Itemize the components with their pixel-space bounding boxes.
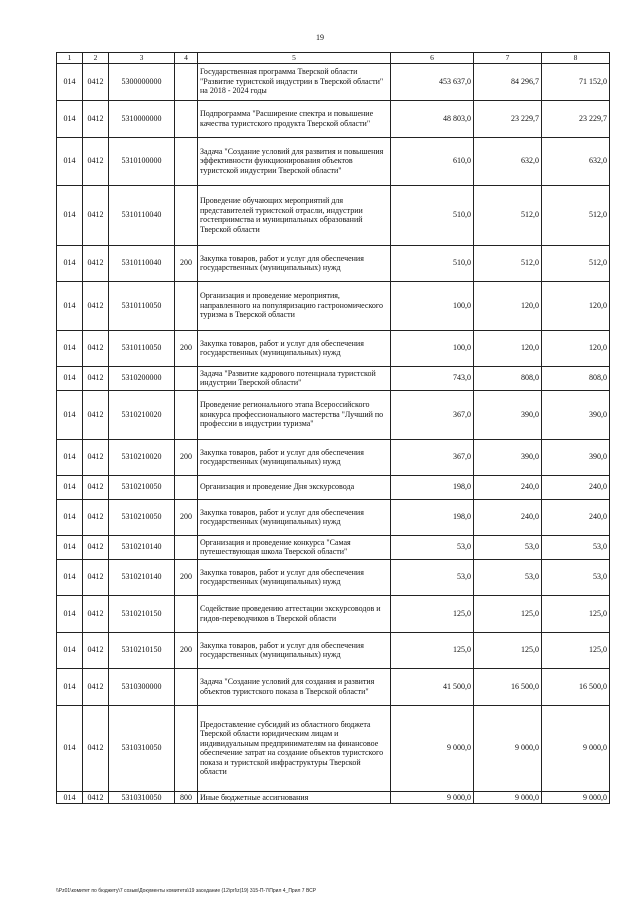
target-article-cell: 5310310050: [109, 705, 175, 791]
expense-type-cell: [175, 668, 198, 705]
target-article-cell: 5310210140: [109, 535, 175, 559]
section-code-cell: 0412: [83, 632, 109, 668]
description-cell: Проведение регионального этапа Всероссийского конкурса профессионального мастерства "Лучший по профессии в индустрии туризма": [198, 390, 391, 439]
amount-year2-cell: 23 229,7: [474, 100, 542, 137]
amount-year1-cell: 198,0: [391, 499, 474, 535]
amount-year2-cell: 808,0: [474, 366, 542, 390]
expense-type-cell: [175, 705, 198, 791]
amount-year2-cell: 632,0: [474, 137, 542, 185]
column-header: 2: [83, 53, 109, 64]
description-cell: Закупка товаров, работ и услуг для обеспечения государственных (муниципальных) нужд: [198, 559, 391, 595]
ministry-code-cell: 014: [57, 791, 83, 804]
amount-year2-cell: 53,0: [474, 535, 542, 559]
ministry-code-cell: 014: [57, 668, 83, 705]
table-row: [57, 791, 610, 804]
amount-year1-cell: 610,0: [391, 137, 474, 185]
expense-type-cell: 200: [175, 330, 198, 366]
column-header: 5: [198, 53, 391, 64]
amount-year2-cell: 120,0: [474, 281, 542, 330]
section-code-cell: 0412: [83, 330, 109, 366]
amount-year1-cell: 9 000,0: [391, 791, 474, 804]
amount-year2-cell: 125,0: [474, 595, 542, 632]
amount-year1-cell: 125,0: [391, 632, 474, 668]
ministry-code-cell: 014: [57, 439, 83, 475]
target-article-cell: 5310210020: [109, 390, 175, 439]
section-code-cell: 0412: [83, 791, 109, 804]
expense-type-cell: [175, 535, 198, 559]
amount-year3-cell: 53,0: [542, 535, 610, 559]
ministry-code-cell: 014: [57, 705, 83, 791]
target-article-cell: 5310210050: [109, 499, 175, 535]
expense-type-cell: [175, 475, 198, 499]
column-number-row: [57, 53, 610, 64]
table-row: [57, 185, 610, 245]
amount-year3-cell: 23 229,7: [542, 100, 610, 137]
amount-year1-cell: 53,0: [391, 559, 474, 595]
amount-year3-cell: 16 500,0: [542, 668, 610, 705]
amount-year1-cell: 367,0: [391, 439, 474, 475]
table-row: [57, 366, 610, 390]
amount-year2-cell: 9 000,0: [474, 791, 542, 804]
expense-type-cell: 200: [175, 499, 198, 535]
ministry-code-cell: 014: [57, 245, 83, 281]
target-article-cell: 5310110040: [109, 185, 175, 245]
expense-type-cell: [175, 185, 198, 245]
amount-year2-cell: 512,0: [474, 245, 542, 281]
description-cell: Организация и проведение мероприятия, направленного на популяризацию гастрономического туризма в Тверской области: [198, 281, 391, 330]
amount-year3-cell: 390,0: [542, 390, 610, 439]
target-article-cell: 5310210150: [109, 595, 175, 632]
target-article-cell: 5310210140: [109, 559, 175, 595]
section-code-cell: 0412: [83, 185, 109, 245]
expense-type-cell: 200: [175, 632, 198, 668]
amount-year3-cell: 390,0: [542, 439, 610, 475]
table-row: [57, 390, 610, 439]
section-code-cell: 0412: [83, 668, 109, 705]
expense-type-cell: 200: [175, 559, 198, 595]
table-row: [57, 330, 610, 366]
amount-year3-cell: 240,0: [542, 475, 610, 499]
amount-year1-cell: 100,0: [391, 281, 474, 330]
description-cell: Подпрограмма "Расширение спектра и повышение качества туристского продукта Тверской области": [198, 100, 391, 137]
target-article-cell: 5310210150: [109, 632, 175, 668]
amount-year1-cell: 100,0: [391, 330, 474, 366]
amount-year1-cell: 53,0: [391, 535, 474, 559]
amount-year2-cell: 390,0: [474, 390, 542, 439]
ministry-code-cell: 014: [57, 632, 83, 668]
target-article-cell: 5310310050: [109, 791, 175, 804]
section-code-cell: 0412: [83, 475, 109, 499]
description-cell: Иные бюджетные ассигнования: [198, 791, 391, 804]
amount-year2-cell: 240,0: [474, 499, 542, 535]
amount-year1-cell: 198,0: [391, 475, 474, 499]
expense-type-cell: [175, 100, 198, 137]
section-code-cell: 0412: [83, 595, 109, 632]
table-row: [57, 63, 610, 100]
amount-year2-cell: 390,0: [474, 439, 542, 475]
section-code-cell: 0412: [83, 439, 109, 475]
amount-year1-cell: 453 637,0: [391, 63, 474, 100]
table-row: [57, 100, 610, 137]
section-code-cell: 0412: [83, 245, 109, 281]
column-header: 3: [109, 53, 175, 64]
page-number: 19: [316, 33, 324, 42]
expense-type-cell: [175, 595, 198, 632]
amount-year1-cell: 9 000,0: [391, 705, 474, 791]
table-row: [57, 439, 610, 475]
table-row: [57, 499, 610, 535]
amount-year3-cell: 808,0: [542, 366, 610, 390]
table-row: [57, 535, 610, 559]
file-path-footer: \\Pz01\комитет по бюджету\7 созыв\Документы комитета\19 заседание (12\prl\z(19) 315-П-7\Прил 4_Прил 7 ВСР: [56, 888, 317, 894]
amount-year2-cell: 9 000,0: [474, 705, 542, 791]
table-row: [57, 595, 610, 632]
expense-type-cell: 800: [175, 791, 198, 804]
column-header: 6: [391, 53, 474, 64]
table-row: [57, 245, 610, 281]
target-article-cell: 5300000000: [109, 63, 175, 100]
expense-type-cell: [175, 366, 198, 390]
ministry-code-cell: 014: [57, 535, 83, 559]
amount-year1-cell: 367,0: [391, 390, 474, 439]
amount-year3-cell: 71 152,0: [542, 63, 610, 100]
ministry-code-cell: 014: [57, 559, 83, 595]
target-article-cell: 5310110040: [109, 245, 175, 281]
section-code-cell: 0412: [83, 705, 109, 791]
amount-year3-cell: 512,0: [542, 245, 610, 281]
target-article-cell: 5310000000: [109, 100, 175, 137]
amount-year3-cell: 53,0: [542, 559, 610, 595]
ministry-code-cell: 014: [57, 595, 83, 632]
target-article-cell: 5310300000: [109, 668, 175, 705]
table-row: [57, 705, 610, 791]
amount-year1-cell: 743,0: [391, 366, 474, 390]
amount-year3-cell: 9 000,0: [542, 705, 610, 791]
column-header: 8: [542, 53, 610, 64]
amount-year1-cell: 48 803,0: [391, 100, 474, 137]
description-cell: Предоставление субсидий из областного бюджета Тверской области юридическим лицам и индивидуальным предпринимателям на финансовое обеспечение затрат на создание объектов туристского показа и туристской инфраструктуры Тверской области: [198, 705, 391, 791]
ministry-code-cell: 014: [57, 499, 83, 535]
ministry-code-cell: 014: [57, 185, 83, 245]
ministry-code-cell: 014: [57, 137, 83, 185]
amount-year3-cell: 240,0: [542, 499, 610, 535]
expense-type-cell: [175, 390, 198, 439]
description-cell: Закупка товаров, работ и услуг для обеспечения государственных (муниципальных) нужд: [198, 245, 391, 281]
amount-year1-cell: 125,0: [391, 595, 474, 632]
amount-year3-cell: 120,0: [542, 330, 610, 366]
section-code-cell: 0412: [83, 390, 109, 439]
amount-year3-cell: 125,0: [542, 595, 610, 632]
expense-type-cell: [175, 137, 198, 185]
target-article-cell: 5310210050: [109, 475, 175, 499]
table-row: [57, 137, 610, 185]
target-article-cell: 5310200000: [109, 366, 175, 390]
amount-year3-cell: 120,0: [542, 281, 610, 330]
table-row: [57, 632, 610, 668]
ministry-code-cell: 014: [57, 330, 83, 366]
amount-year2-cell: 84 296,7: [474, 63, 542, 100]
description-cell: Закупка товаров, работ и услуг для обеспечения государственных (муниципальных) нужд: [198, 330, 391, 366]
section-code-cell: 0412: [83, 281, 109, 330]
ministry-code-cell: 014: [57, 390, 83, 439]
amount-year2-cell: 125,0: [474, 632, 542, 668]
description-cell: Закупка товаров, работ и услуг для обеспечения государственных (муниципальных) нужд: [198, 632, 391, 668]
column-header: 4: [175, 53, 198, 64]
description-cell: Задача "Развитие кадрового потенциала туристской индустрии Тверской области": [198, 366, 391, 390]
amount-year1-cell: 41 500,0: [391, 668, 474, 705]
target-article-cell: 5310110050: [109, 330, 175, 366]
amount-year3-cell: 512,0: [542, 185, 610, 245]
amount-year3-cell: 9 000,0: [542, 791, 610, 804]
expense-type-cell: [175, 281, 198, 330]
section-code-cell: 0412: [83, 559, 109, 595]
table-body: [57, 63, 610, 804]
description-cell: Содействие проведению аттестации экскурсоводов и гидов-переводчиков в Тверской области: [198, 595, 391, 632]
table-row: [57, 281, 610, 330]
table-row: [57, 475, 610, 499]
column-header: 1: [57, 53, 83, 64]
ministry-code-cell: 014: [57, 281, 83, 330]
ministry-code-cell: 014: [57, 63, 83, 100]
column-header: 7: [474, 53, 542, 64]
description-cell: Государственная программа Тверской области "Развитие туристской индустрии в Тверской области" на 2018 - 2024 годы: [198, 63, 391, 100]
target-article-cell: 5310110050: [109, 281, 175, 330]
amount-year2-cell: 53,0: [474, 559, 542, 595]
section-code-cell: 0412: [83, 137, 109, 185]
description-cell: Проведение обучающих мероприятий для представителей туристской отрасли, индустрии гостеприимства и муниципальных образований Тверской области: [198, 185, 391, 245]
ministry-code-cell: 014: [57, 475, 83, 499]
amount-year3-cell: 125,0: [542, 632, 610, 668]
amount-year2-cell: 240,0: [474, 475, 542, 499]
ministry-code-cell: 014: [57, 100, 83, 137]
description-cell: Закупка товаров, работ и услуг для обеспечения государственных (муниципальных) нужд: [198, 439, 391, 475]
table-row: [57, 668, 610, 705]
amount-year1-cell: 510,0: [391, 245, 474, 281]
amount-year3-cell: 632,0: [542, 137, 610, 185]
amount-year1-cell: 510,0: [391, 185, 474, 245]
section-code-cell: 0412: [83, 100, 109, 137]
ministry-code-cell: 014: [57, 366, 83, 390]
expense-type-cell: 200: [175, 245, 198, 281]
section-code-cell: 0412: [83, 499, 109, 535]
amount-year2-cell: 512,0: [474, 185, 542, 245]
amount-year2-cell: 120,0: [474, 330, 542, 366]
description-cell: Задача "Создание условий для создания и развития объектов туристского показа в Тверской области": [198, 668, 391, 705]
expense-type-cell: 200: [175, 439, 198, 475]
description-cell: Закупка товаров, работ и услуг для обеспечения государственных (муниципальных) нужд: [198, 499, 391, 535]
description-cell: Организация и проведение конкурса "Самая путешествующая школа Тверской области": [198, 535, 391, 559]
budget-table: [56, 52, 610, 804]
target-article-cell: 5310100000: [109, 137, 175, 185]
table-row: [57, 559, 610, 595]
description-cell: Организация и проведение Дня экскурсовода: [198, 475, 391, 499]
description-cell: Задача "Создание условий для развития и повышения эффективности функционирования объектов туристской индустрии Тверской области": [198, 137, 391, 185]
target-article-cell: 5310210020: [109, 439, 175, 475]
section-code-cell: 0412: [83, 366, 109, 390]
amount-year2-cell: 16 500,0: [474, 668, 542, 705]
expense-type-cell: [175, 63, 198, 100]
section-code-cell: 0412: [83, 63, 109, 100]
section-code-cell: 0412: [83, 535, 109, 559]
